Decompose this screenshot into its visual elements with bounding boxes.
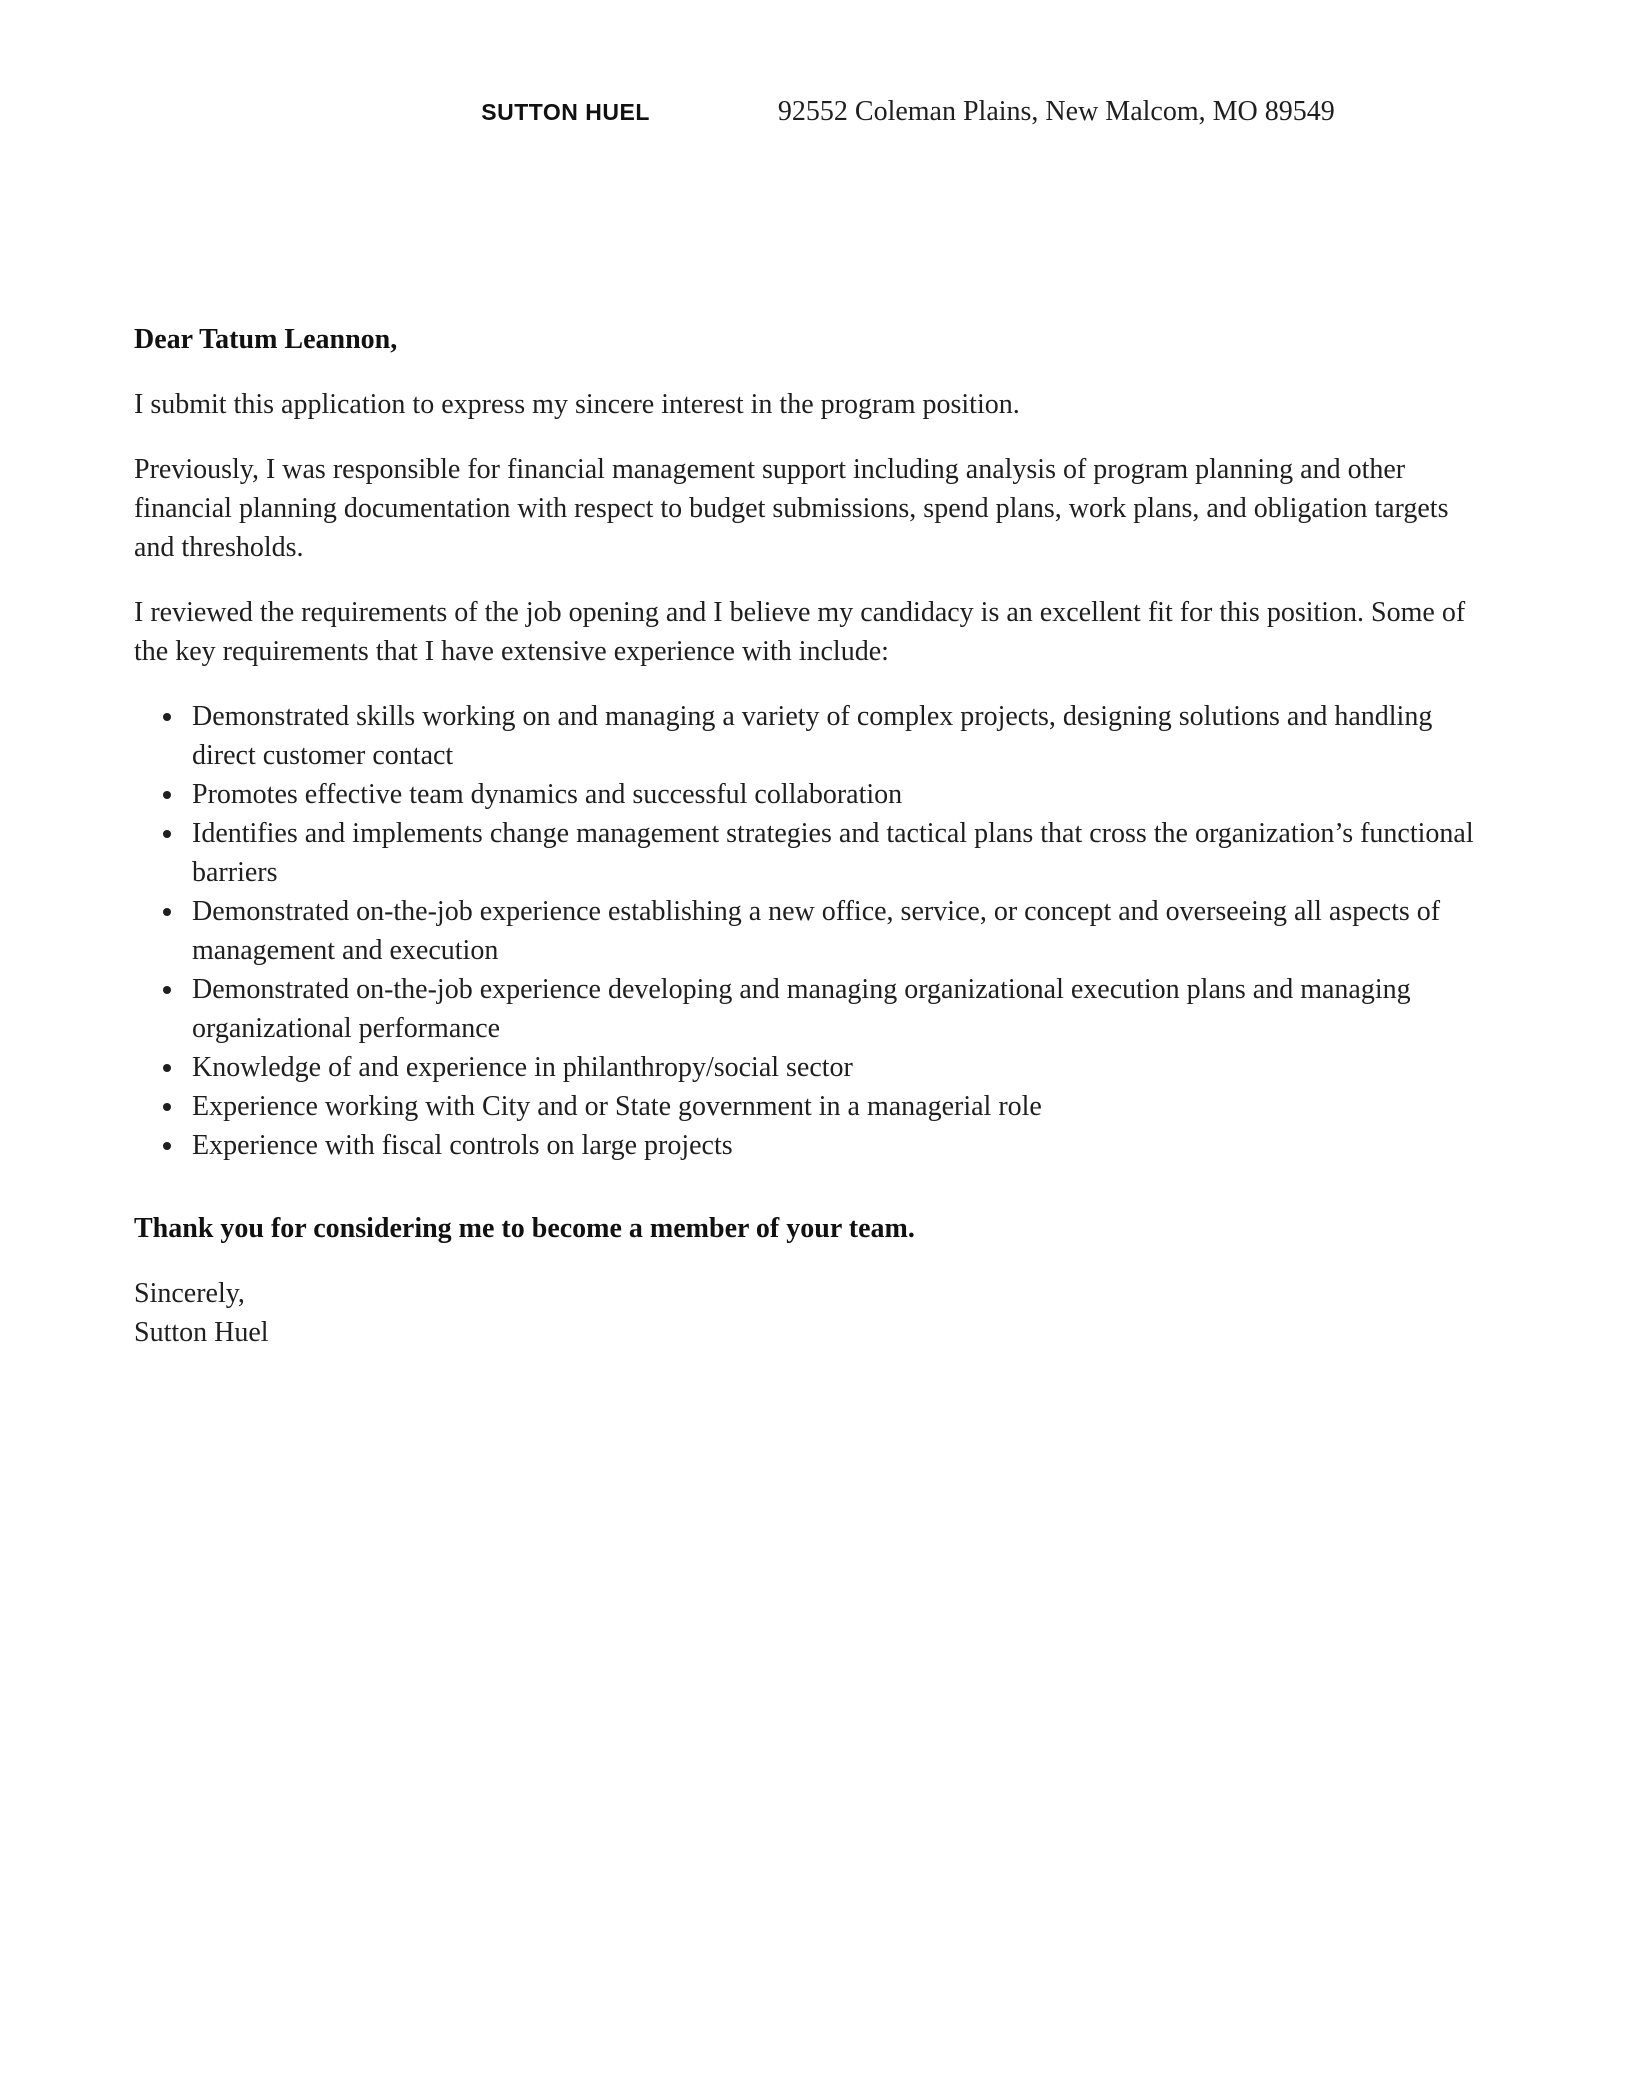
letter-body <box>0 320 1632 1352</box>
requirement-item: • Experience with fiscal controls on large projects <box>186 1126 1474 1165</box>
signoff: Sincerely, <box>134 1278 245 1309</box>
requirement-item: • Demonstrated on-the-job experience establishing a new office, service, or concept and overseeing all aspects of management and execution <box>186 892 1474 970</box>
sender-address: 92552 Coleman Plains, New Malcom, MO 89549 <box>777 96 1335 127</box>
signoff-block <box>134 1274 1474 1352</box>
paragraph-experience: Previously, I was responsible for financial management support including analysis of program planning and other financial planning documentation with respect to budget submissions, spend plans, work plans, and obligation targets and thresholds. <box>134 454 1449 563</box>
requirement-item: • Knowledge of and experience in philanthropy/social sector <box>186 1048 1474 1087</box>
letter-header <box>92 0 1632 132</box>
salutation: Dear Tatum Leannon, <box>134 324 398 355</box>
requirements-list <box>134 697 1474 1165</box>
sender-name: SUTTON HUEL <box>481 99 650 125</box>
requirement-item: • Experience working with City and or State government in a managerial role <box>186 1087 1474 1126</box>
paragraph-fit: I reviewed the requirements of the job opening and I believe my candidacy is an excellent fit for this position. Some of the key requirements that I have extensive experience with include: <box>134 597 1466 667</box>
requirement-item: • Demonstrated on-the-job experience developing and managing organizational execution plans and managing organizational performance <box>186 970 1474 1048</box>
requirement-item: • Promotes effective team dynamics and successful collaboration <box>186 775 1474 814</box>
requirement-item: • Demonstrated skills working on and managing a variety of complex projects, designing solutions and handling direct customer contact <box>186 697 1474 775</box>
closing-statement: Thank you for considering me to become a member of your team. <box>134 1213 915 1244</box>
signature-name: Sutton Huel <box>134 1317 269 1348</box>
paragraph-intro: I submit this application to express my sincere interest in the program position. <box>134 389 1020 420</box>
requirement-item: • Identifies and implements change management strategies and tactical plans that cross the organization’s functional barriers <box>186 814 1474 892</box>
